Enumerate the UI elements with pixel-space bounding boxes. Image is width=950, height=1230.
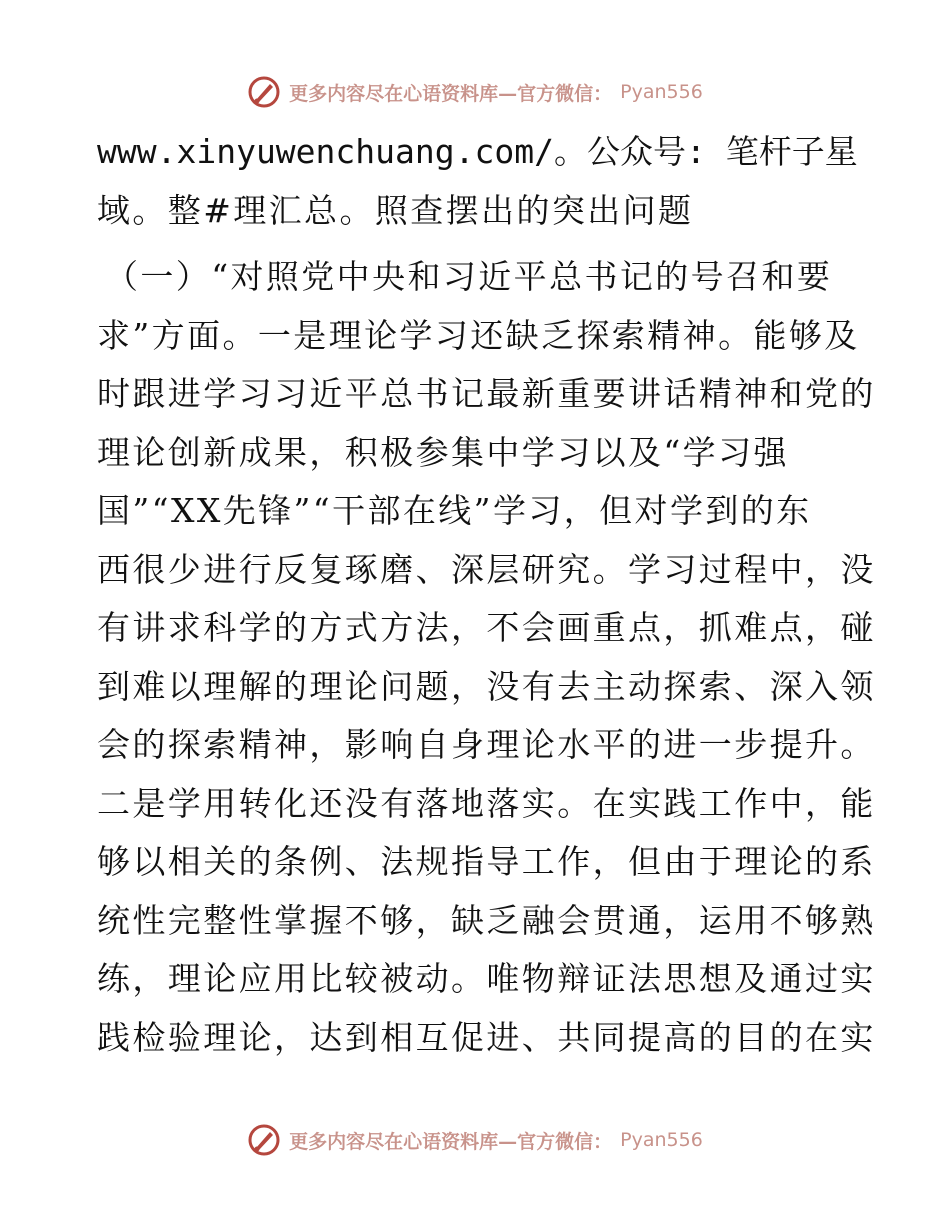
body-line-3: 时跟进学习习近平总书记最新重要讲话精神和党的 [97,374,876,413]
header-line-2: 域。整#理汇总。照查摆出的突出问题 [97,190,694,230]
body-line-1: （一）“对照党中央和习近平总书记的号召和要 [105,257,833,296]
paragraph-gap [97,240,857,248]
watermark-header [0,72,950,112]
header-line-1: www.xinyuwenchuang.com/。公众号: 笔杆子星 [97,132,858,171]
body-line-8: 到难以理解的理论问题，没有去主动探索、深入领 [97,666,876,706]
body-line-12: 统性完整性掌握不够，缺乏融会贯通，运用不够熟 [97,900,876,940]
body-line-13: 练，理论应用比较被动。唯物辩证法思想及通过实 [97,959,876,998]
watermark-id: Pyan556 [620,81,703,103]
document-body [97,123,876,1067]
pen-logo-icon [247,1123,281,1157]
body-line-6: 西很少进行反复琢磨、深层研究。学习过程中，没 [97,549,876,589]
body-line-14: 践检验理论，达到相互促进、共同提高的目的在实 [97,1017,876,1057]
body-line-5: 国”“XX先锋”“干部在线”学习，但对学到的东 [97,491,812,530]
watermark-text: 更多内容尽在心语资料库—官方微信： [289,82,613,105]
pen-logo-icon [247,75,281,109]
body-line-7: 有讲求科学的方式方法，不会画重点，抓难点，碰 [97,608,876,647]
body-line-4: 理论创新成果，积极参集中学习以及“学习强 [97,432,789,472]
watermark-text: 更多内容尽在心语资料库—官方微信： [289,1130,613,1153]
body-line-11: 够以相关的条例、法规指导工作，但由于理论的系 [97,842,876,881]
watermark-id: Pyan556 [620,1129,703,1151]
watermark-footer [0,1120,950,1160]
body-line-9: 会的探索精神，影响自身理论水平的进一步提升。 [97,725,876,764]
body-line-10: 二是学用转化还没有落地落实。在实践工作中，能 [97,783,876,823]
body-line-2: 求”方面。一是理论学习还缺乏探索精神。能够及 [97,315,860,355]
